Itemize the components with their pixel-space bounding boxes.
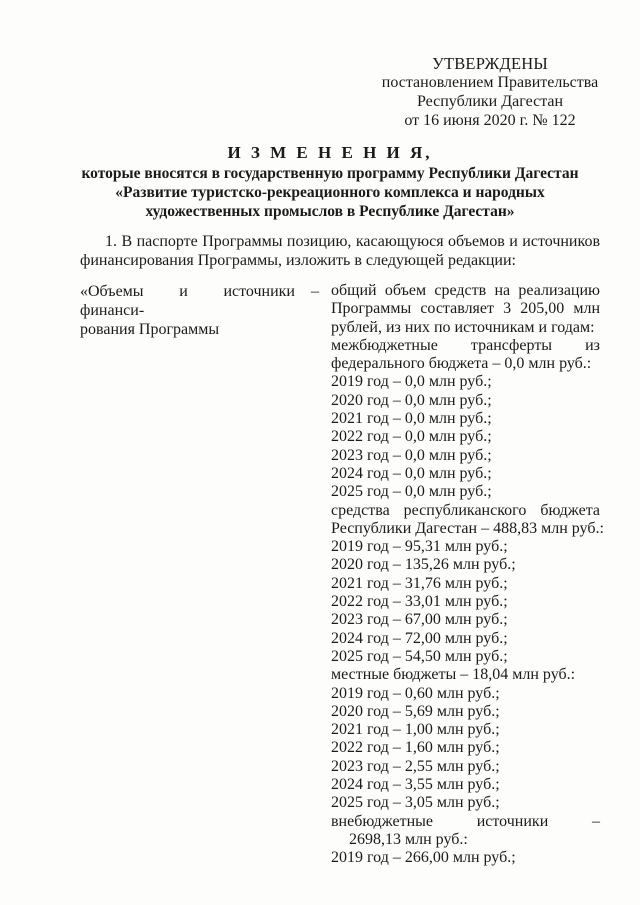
approval-line-3: от 16 июня 2020 г. № 122 <box>404 112 576 129</box>
financing-details <box>331 282 604 868</box>
title-line-3: художественных промыслов в Республике Дагестан» <box>145 203 515 220</box>
document-title <box>60 143 600 221</box>
approval-stamp <box>380 54 600 130</box>
total-line-1: общий объем средств на реализацию <box>331 282 600 299</box>
federal-year-2023: 2023 год – 0,0 млн руб.; <box>331 446 492 464</box>
local-year-2022: 2022 год – 1,60 млн руб.; <box>331 739 500 757</box>
federal-year-2020: 2020 год – 0,0 млн руб.; <box>331 391 492 409</box>
paragraph-line-2: финансирования Программы, изложить в следующей редакции: <box>80 252 516 269</box>
title-heading: И З М Е Н Е Н И Я, <box>227 143 433 162</box>
approval-line-1: постановлением Правительства <box>381 74 599 91</box>
federal-year-2022: 2022 год – 0,0 млн руб.; <box>331 428 492 446</box>
row-dash: – <box>311 283 319 300</box>
label-line-1: «Объемы и источники финанси- <box>80 283 295 319</box>
republic-year-2024: 2024 год – 72,00 млн руб.; <box>331 629 508 647</box>
republic-line-2: Республики Дагестан – 488,83 млн руб.: <box>331 519 604 537</box>
total-line-3: рублей, из них по источникам и годам: <box>331 318 595 336</box>
local-year-2025: 2025 год – 3,05 млн руб.; <box>331 794 500 812</box>
title-line-2: «Развитие туристско-рекреационного комплекса и народных <box>115 184 545 201</box>
federal-year-2024: 2024 год – 0,0 млн руб.; <box>331 464 492 482</box>
republic-year-2023: 2023 год – 67,00 млн руб.; <box>331 611 508 629</box>
federal-line-2: федерального бюджета – 0,0 млн руб.: <box>331 355 592 373</box>
extra-year-2019: 2019 год – 266,00 млн руб.; <box>331 849 516 867</box>
approval-line-2: Республики Дагестан <box>416 93 564 110</box>
federal-line-1: межбюджетные трансферты из <box>331 336 600 354</box>
federal-year-2019: 2019 год – 0,0 млн руб.; <box>331 373 492 391</box>
extra-line-1: внебюджетные источники – <box>331 812 600 830</box>
local-year-2023: 2023 год – 2,55 млн руб.; <box>331 757 500 775</box>
local-year-2024: 2024 год – 3,55 млн руб.; <box>331 776 500 794</box>
republic-year-2019: 2019 год – 95,31 млн руб.; <box>331 538 508 556</box>
paragraph-line-1: 1. В паспорте Программы позицию, касающуюся объемов и источников <box>105 233 600 250</box>
approval-heading: УТВЕРЖДЕНЫ <box>432 54 548 73</box>
title-line-1: которые вносятся в государственную программу Республики Дагестан <box>81 165 579 182</box>
local-year-2019: 2019 год – 0,60 млн руб.; <box>331 684 500 702</box>
total-line-2: Программы составляет 3 205,00 млн <box>331 300 600 318</box>
republic-year-2020: 2020 год – 135,26 млн руб.; <box>331 556 516 574</box>
republic-year-2021: 2021 год – 31,76 млн руб.; <box>331 574 508 592</box>
local-year-2020: 2020 год – 5,69 млн руб.; <box>331 702 500 720</box>
extra-line-2: 2698,13 млн руб.: <box>349 830 468 848</box>
financing-label <box>80 282 295 339</box>
label-line-2: рования Программы <box>80 321 220 338</box>
republic-year-2025: 2025 год – 54,50 млн руб.; <box>331 647 508 665</box>
federal-year-2021: 2021 год – 0,0 млн руб.; <box>331 410 492 428</box>
local-year-2021: 2021 год – 1,00 млн руб.; <box>331 721 500 739</box>
local-line-1: местные бюджеты – 18,04 млн руб.: <box>331 666 576 684</box>
republic-line-1: средства республиканского бюджета <box>331 501 600 519</box>
republic-year-2022: 2022 год – 33,01 млн руб.; <box>331 593 508 611</box>
intro-paragraph <box>80 232 600 270</box>
federal-year-2025: 2025 год – 0,0 млн руб.; <box>331 483 492 501</box>
